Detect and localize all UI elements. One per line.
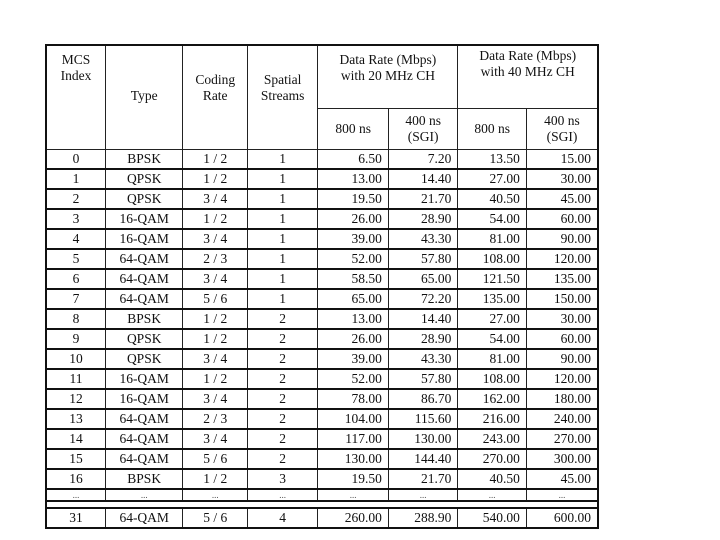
mcs-index-cell: ...	[46, 489, 105, 501]
rate-40-400ns-cell: 300.00	[526, 449, 598, 469]
mcs-index-cell: 13	[46, 409, 105, 429]
spatial-streams-cell: 2	[247, 449, 318, 469]
ellipsis-row	[46, 489, 598, 501]
header-rate-20mhz: Data Rate (Mbps) with 20 MHz CH	[318, 45, 458, 109]
mcs-index-cell: 8	[46, 309, 105, 329]
rate-20-800ns-cell: 39.00	[318, 349, 389, 369]
rate-40-400ns-cell: 45.00	[526, 189, 598, 209]
type-cell: ...	[105, 489, 183, 501]
table-row	[46, 169, 598, 189]
rate-20-400ns-cell: 28.90	[388, 329, 458, 349]
coding-rate-cell: 5 / 6	[183, 449, 247, 469]
rate-20-400ns-cell: 57.80	[388, 249, 458, 269]
table-row	[46, 349, 598, 369]
rate-40-400ns-cell: 30.00	[526, 309, 598, 329]
rate-20-800ns-cell: 52.00	[318, 249, 389, 269]
mcs-index-cell: 1	[46, 169, 105, 189]
rate-40-400ns-cell: 120.00	[526, 369, 598, 389]
rate-40-400ns-cell: 90.00	[526, 349, 598, 369]
table-row	[46, 329, 598, 349]
rate-40-800ns-cell: 54.00	[458, 329, 526, 349]
spatial-streams-cell: 1	[247, 189, 318, 209]
rate-20-800ns-cell: 260.00	[318, 508, 389, 528]
header-coding-rate: Coding Rate	[183, 45, 247, 150]
rate-40-400ns-cell: 45.00	[526, 469, 598, 489]
table-row	[46, 449, 598, 469]
mcs-index-cell: 31	[46, 508, 105, 528]
rate-20-800ns-cell: 26.00	[318, 329, 389, 349]
spacer-row	[46, 501, 598, 508]
coding-rate-cell: 3 / 4	[183, 229, 247, 249]
coding-rate-cell: 2 / 3	[183, 249, 247, 269]
type-cell: QPSK	[105, 189, 183, 209]
rate-40-800ns-cell: ...	[458, 489, 526, 501]
table-row	[46, 249, 598, 269]
spatial-streams-cell: 2	[247, 389, 318, 409]
rate-40-400ns-cell: 270.00	[526, 429, 598, 449]
rate-20-800ns-cell: 39.00	[318, 229, 389, 249]
table-row	[46, 429, 598, 449]
rate-20-800ns-cell: 130.00	[318, 449, 389, 469]
rate-40-800ns-cell: 540.00	[458, 508, 526, 528]
table-row	[46, 189, 598, 209]
rate-40-800ns-cell: 108.00	[458, 369, 526, 389]
coding-rate-cell: 1 / 2	[183, 169, 247, 189]
rate-40-400ns-cell: 60.00	[526, 209, 598, 229]
spatial-streams-cell: 1	[247, 150, 318, 170]
table-row	[46, 269, 598, 289]
rate-20-800ns-cell: 117.00	[318, 429, 389, 449]
spatial-streams-cell: ...	[247, 489, 318, 501]
type-cell: 16-QAM	[105, 209, 183, 229]
rate-40-400ns-cell: 600.00	[526, 508, 598, 528]
type-cell: 64-QAM	[105, 409, 183, 429]
coding-rate-cell: 1 / 2	[183, 329, 247, 349]
rate-20-800ns-cell: 6.50	[318, 150, 389, 170]
table-row	[46, 409, 598, 429]
coding-rate-cell: 3 / 4	[183, 389, 247, 409]
type-cell: BPSK	[105, 469, 183, 489]
rate-40-800ns-cell: 243.00	[458, 429, 526, 449]
mcs-index-cell: 2	[46, 189, 105, 209]
rate-20-400ns-cell: 72.20	[388, 289, 458, 309]
rate-20-800ns-cell: 13.00	[318, 309, 389, 329]
rate-20-400ns-cell: 43.30	[388, 229, 458, 249]
spatial-streams-cell: 1	[247, 289, 318, 309]
rate-20-400ns-cell: 144.40	[388, 449, 458, 469]
rate-40-800ns-cell: 54.00	[458, 209, 526, 229]
mcs-index-cell: 16	[46, 469, 105, 489]
rate-20-800ns-cell: 104.00	[318, 409, 389, 429]
table-row	[46, 389, 598, 409]
coding-rate-cell: 3 / 4	[183, 269, 247, 289]
spatial-streams-cell: 1	[247, 209, 318, 229]
type-cell: 16-QAM	[105, 229, 183, 249]
mcs-index-cell: 3	[46, 209, 105, 229]
mcs-index-cell: 9	[46, 329, 105, 349]
rate-20-400ns-cell: 57.80	[388, 369, 458, 389]
header-spatial-streams: Spatial Streams	[247, 45, 318, 150]
rate-40-400ns-cell: 240.00	[526, 409, 598, 429]
rate-40-800ns-cell: 40.50	[458, 189, 526, 209]
mcs-index-cell: 10	[46, 349, 105, 369]
spatial-streams-cell: 2	[247, 309, 318, 329]
rate-40-800ns-cell: 81.00	[458, 229, 526, 249]
rate-40-400ns-cell: ...	[526, 489, 598, 501]
type-cell: 64-QAM	[105, 429, 183, 449]
header-mcs-index: MCS Index	[46, 45, 105, 150]
rate-20-400ns-cell: 28.90	[388, 209, 458, 229]
table-header	[46, 45, 598, 150]
table-row	[46, 229, 598, 249]
rate-20-400ns-cell: 43.30	[388, 349, 458, 369]
rate-40-400ns-cell: 30.00	[526, 169, 598, 189]
type-cell: 64-QAM	[105, 269, 183, 289]
rate-20-400ns-cell: 288.90	[388, 508, 458, 528]
header-20-800ns: 800 ns	[318, 109, 389, 150]
table-row	[46, 150, 598, 170]
mcs-index-cell: 4	[46, 229, 105, 249]
rate-20-800ns-cell: 26.00	[318, 209, 389, 229]
coding-rate-cell: 5 / 6	[183, 508, 247, 528]
rate-20-800ns-cell: 19.50	[318, 189, 389, 209]
rate-40-400ns-cell: 120.00	[526, 249, 598, 269]
spatial-streams-cell: 1	[247, 169, 318, 189]
type-cell: 64-QAM	[105, 508, 183, 528]
rate-20-800ns-cell: 78.00	[318, 389, 389, 409]
rate-40-800ns-cell: 27.00	[458, 169, 526, 189]
mcs-data-rate-table	[45, 44, 599, 529]
rate-40-800ns-cell: 108.00	[458, 249, 526, 269]
type-cell: 16-QAM	[105, 369, 183, 389]
type-cell: QPSK	[105, 169, 183, 189]
type-cell: BPSK	[105, 150, 183, 170]
coding-rate-cell: 1 / 2	[183, 309, 247, 329]
table-row-last	[46, 508, 598, 528]
rate-20-400ns-cell: 65.00	[388, 269, 458, 289]
table-row	[46, 469, 598, 489]
mcs-index-cell: 5	[46, 249, 105, 269]
mcs-index-cell: 11	[46, 369, 105, 389]
spatial-streams-cell: 1	[247, 249, 318, 269]
rate-20-400ns-cell: 130.00	[388, 429, 458, 449]
rate-20-800ns-cell: 58.50	[318, 269, 389, 289]
rate-20-800ns-cell: 52.00	[318, 369, 389, 389]
rate-20-800ns-cell: 19.50	[318, 469, 389, 489]
coding-rate-cell: 1 / 2	[183, 469, 247, 489]
type-cell: 64-QAM	[105, 449, 183, 469]
spatial-streams-cell: 1	[247, 269, 318, 289]
spacer-cell	[46, 501, 598, 508]
mcs-index-cell: 6	[46, 269, 105, 289]
coding-rate-cell: 1 / 2	[183, 369, 247, 389]
table-row	[46, 309, 598, 329]
rate-40-400ns-cell: 60.00	[526, 329, 598, 349]
header-20-400ns-sgi: 400 ns (SGI)	[388, 109, 458, 150]
header-40-400ns-sgi: 400 ns (SGI)	[526, 109, 598, 150]
coding-rate-cell: 3 / 4	[183, 189, 247, 209]
spatial-streams-cell: 2	[247, 369, 318, 389]
rate-20-400ns-cell: 21.70	[388, 469, 458, 489]
spatial-streams-cell: 2	[247, 409, 318, 429]
rate-20-400ns-cell: 14.40	[388, 169, 458, 189]
rate-20-400ns-cell: 21.70	[388, 189, 458, 209]
rate-40-400ns-cell: 15.00	[526, 150, 598, 170]
rate-40-800ns-cell: 270.00	[458, 449, 526, 469]
coding-rate-cell: 1 / 2	[183, 150, 247, 170]
rate-20-400ns-cell: 86.70	[388, 389, 458, 409]
table-body	[46, 150, 598, 529]
table-row	[46, 209, 598, 229]
spatial-streams-cell: 2	[247, 349, 318, 369]
header-type: Type	[105, 45, 183, 150]
rate-40-400ns-cell: 180.00	[526, 389, 598, 409]
coding-rate-cell: 1 / 2	[183, 209, 247, 229]
spatial-streams-cell: 4	[247, 508, 318, 528]
coding-rate-cell: 2 / 3	[183, 409, 247, 429]
type-cell: BPSK	[105, 309, 183, 329]
mcs-index-cell: 14	[46, 429, 105, 449]
header-rate-40mhz: Data Rate (Mbps) with 40 MHz CH	[458, 45, 598, 109]
rate-20-800ns-cell: 65.00	[318, 289, 389, 309]
spatial-streams-cell: 1	[247, 229, 318, 249]
coding-rate-cell: 3 / 4	[183, 349, 247, 369]
spatial-streams-cell: 3	[247, 469, 318, 489]
rate-20-400ns-cell: 7.20	[388, 150, 458, 170]
spatial-streams-cell: 2	[247, 429, 318, 449]
rate-40-800ns-cell: 121.50	[458, 269, 526, 289]
rate-40-800ns-cell: 216.00	[458, 409, 526, 429]
rate-20-400ns-cell: 14.40	[388, 309, 458, 329]
rate-20-400ns-cell: ...	[388, 489, 458, 501]
rate-40-800ns-cell: 13.50	[458, 150, 526, 170]
mcs-index-cell: 0	[46, 150, 105, 170]
rate-40-400ns-cell: 150.00	[526, 289, 598, 309]
rate-40-800ns-cell: 27.00	[458, 309, 526, 329]
coding-rate-cell: 3 / 4	[183, 429, 247, 449]
type-cell: QPSK	[105, 349, 183, 369]
mcs-index-cell: 12	[46, 389, 105, 409]
rate-20-800ns-cell: ...	[318, 489, 389, 501]
rate-40-400ns-cell: 90.00	[526, 229, 598, 249]
rate-40-800ns-cell: 40.50	[458, 469, 526, 489]
type-cell: 64-QAM	[105, 249, 183, 269]
table-row	[46, 369, 598, 389]
type-cell: QPSK	[105, 329, 183, 349]
table-row	[46, 289, 598, 309]
rate-40-400ns-cell: 135.00	[526, 269, 598, 289]
rate-20-800ns-cell: 13.00	[318, 169, 389, 189]
rate-40-800ns-cell: 81.00	[458, 349, 526, 369]
rate-40-800ns-cell: 135.00	[458, 289, 526, 309]
rate-40-800ns-cell: 162.00	[458, 389, 526, 409]
spatial-streams-cell: 2	[247, 329, 318, 349]
coding-rate-cell: 5 / 6	[183, 289, 247, 309]
type-cell: 16-QAM	[105, 389, 183, 409]
coding-rate-cell: ...	[183, 489, 247, 501]
type-cell: 64-QAM	[105, 289, 183, 309]
mcs-index-cell: 7	[46, 289, 105, 309]
header-row-1	[46, 45, 598, 109]
header-40-800ns: 800 ns	[458, 109, 526, 150]
rate-20-400ns-cell: 115.60	[388, 409, 458, 429]
mcs-index-cell: 15	[46, 449, 105, 469]
